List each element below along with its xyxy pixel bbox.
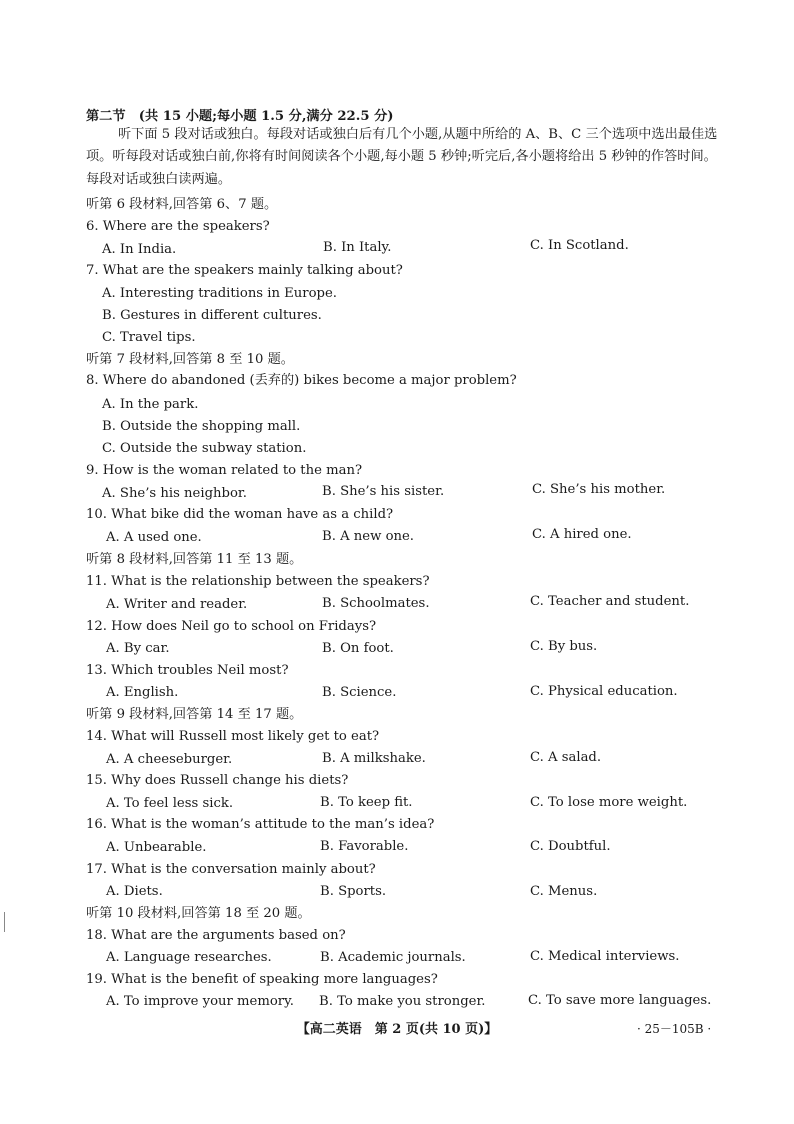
question-7-option-a: A. Interesting traditions in Europe. (102, 286, 337, 301)
question-11-option-b: B. Schoolmates. (322, 596, 430, 611)
question-12-option-b: B. On foot. (322, 641, 394, 656)
material-header-6: 听第 6 段材料,回答第 6、7 题。 (86, 197, 278, 212)
question-8-option-b: B. Outside the shopping mall. (102, 419, 301, 434)
question-18-stem: 18. What are the arguments based on? (86, 928, 346, 943)
question-16-option-a: A. Unbearable. (106, 840, 207, 855)
question-8-stem: 8. Where do abandoned (丢弃的) bikes become a major problem? (86, 373, 517, 388)
material-header-9: 听第 9 段材料,回答第 14 至 17 题。 (86, 707, 303, 722)
section-instructions: 听下面 5 段对话或独白。每段对话或独白后有几个小题,从题中所给的 A、B、C 三个选项中选出最佳选项。听每段对话或独白前,你将有时间阅读各个小题,每小题 5 秒钟;听完后,各小题将给出 5 秒钟的作答时间。每段对话或独白读两遍。 (86, 127, 718, 187)
question-9-option-a: A. She’s his neighbor. (102, 486, 247, 501)
material-header-7: 听第 7 段材料,回答第 8 至 10 题。 (86, 352, 294, 367)
page-footer: 【高二英语 第 2 页(共 10 页)】 (296, 1022, 498, 1037)
question-9-option-c: C. She’s his mother. (532, 482, 666, 497)
question-13-option-c: C. Physical education. (530, 684, 678, 699)
question-15-option-c: C. To lose more weight. (530, 795, 688, 810)
question-11-option-a: A. Writer and reader. (106, 597, 248, 612)
question-18-option-a: A. Language researches. (106, 950, 272, 965)
question-16-stem: 16. What is the woman’s attitude to the man’s idea? (86, 817, 435, 832)
question-17-option-a: A. Diets. (106, 884, 163, 899)
question-9-stem: 9. How is the woman related to the man? (86, 463, 363, 478)
question-6-option-c: C. In Scotland. (530, 238, 629, 253)
question-6-stem: 6. Where are the speakers? (86, 219, 270, 234)
material-header-8: 听第 8 段材料,回答第 11 至 13 题。 (86, 552, 303, 567)
question-17-stem: 17. What is the conversation mainly about? (86, 862, 376, 877)
question-19-option-a: A. To improve your memory. (106, 994, 294, 1009)
section-title: 第二节 (共 15 小题;每小题 1.5 分,满分 22.5 分) (86, 109, 394, 124)
question-12-option-c: C. By bus. (530, 639, 598, 654)
scan-margin-mark (4, 912, 5, 932)
question-14-option-b: B. A milkshake. (322, 751, 426, 766)
question-10-option-a: A. A used one. (106, 530, 202, 545)
question-14-stem: 14. What will Russell most likely get to eat? (86, 729, 380, 744)
question-16-option-c: C. Doubtful. (530, 839, 611, 854)
question-17-option-c: C. Menus. (530, 884, 598, 899)
question-18-option-b: B. Academic journals. (320, 950, 466, 965)
paper-code: · 25－105B · (637, 1022, 712, 1036)
question-14-option-c: C. A salad. (530, 750, 602, 765)
question-7-stem: 7. What are the speakers mainly talking about? (86, 263, 403, 278)
question-9-option-b: B. She’s his sister. (322, 484, 445, 499)
question-12-stem: 12. How does Neil go to school on Fridays? (86, 619, 377, 634)
question-8-option-a: A. In the park. (102, 397, 199, 412)
question-10-option-b: B. A new one. (322, 529, 414, 544)
question-12-option-a: A. By car. (106, 641, 170, 656)
question-11-option-c: C. Teacher and student. (530, 594, 690, 609)
question-19-option-b: B. To make you stronger. (319, 994, 486, 1009)
question-10-option-c: C. A hired one. (532, 527, 632, 542)
question-13-option-b: B. Science. (322, 685, 397, 700)
question-7-option-b: B. Gestures in different cultures. (102, 308, 322, 323)
question-7-option-c: C. Travel tips. (102, 330, 196, 345)
question-15-stem: 15. Why does Russell change his diets? (86, 773, 349, 788)
question-13-option-a: A. English. (106, 685, 179, 700)
material-header-10: 听第 10 段材料,回答第 18 至 20 题。 (86, 906, 311, 921)
question-15-option-b: B. To keep fit. (320, 795, 413, 810)
question-8-option-c: C. Outside the subway station. (102, 441, 307, 456)
question-6-option-a: A. In India. (102, 242, 177, 257)
question-11-stem: 11. What is the relationship between the speakers? (86, 574, 430, 589)
question-19-stem: 19. What is the benefit of speaking more languages? (86, 972, 438, 987)
question-10-stem: 10. What bike did the woman have as a child? (86, 507, 394, 522)
question-13-stem: 13. Which troubles Neil most? (86, 663, 289, 678)
question-19-option-c: C. To save more languages. (528, 993, 712, 1008)
question-18-option-c: C. Medical interviews. (530, 949, 680, 964)
question-16-option-b: B. Favorable. (320, 839, 409, 854)
question-14-option-a: A. A cheeseburger. (106, 752, 233, 767)
question-17-option-b: B. Sports. (320, 884, 387, 899)
question-15-option-a: A. To feel less sick. (106, 796, 234, 811)
question-6-option-b: B. In Italy. (323, 240, 392, 255)
